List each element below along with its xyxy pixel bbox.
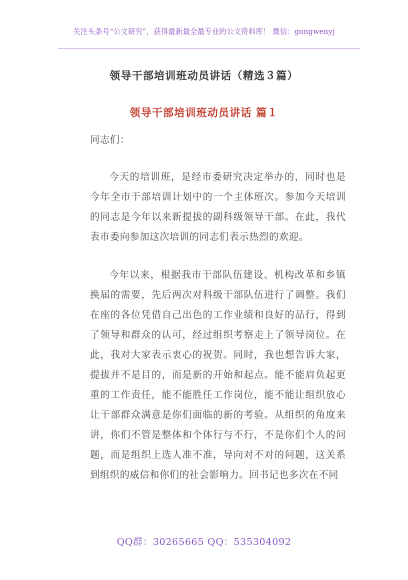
salutation: 同志们： xyxy=(90,135,130,146)
header-divider xyxy=(58,48,360,49)
document-title: 领导干部培训班动员讲话（精选３篇） xyxy=(109,70,299,82)
paragraph-2: 今年以来，根据我市干部队伍建设、机构改革和乡镇换届的需要，先后两次对科级干部队伍进行了调整。我们在座的各位凭借自己出色的工作业绩和良好的品行，得到了领导和群众的认可，经过组织考察走上了领导岗位。在此，我对大家表示衷心的祝贺。同时，我也想告诉大家，提拔并不是目的，而是新的开始和起点。能不能肩负起更重的工作责任，能不能胜任工作岗位，能不能让组织放心让干部群众满意是你们面临的新的考验。从组织的角度来讲，你们不管是整体和个体行与不行，不是你们个人的问题，而是组织上选人准不准，导向对不对的问题，这关系到组织的威信和你们的社会影响力。回书记也多次在不同 xyxy=(90,270,346,481)
footer-contact-note: QQ群：30265665 QQ：535304092 xyxy=(116,537,292,548)
section-title: 领导干部培训班动员讲话 篇１ xyxy=(129,107,279,119)
header-promo-note: 关注头条号“公文研究”，获得最新最全最专业的公文资料库！ 微信：gongwenyj xyxy=(73,27,335,36)
paragraph-1: 今天的培训班，是经市委研究决定举办的，同时也是今年全市干部培训计划中的一个主体班次。参加今天培训的同志是今年以来新提拔的副科级领导干部。在此，我代表市委向参加这次培训的同志们表示热烈的欢迎。 xyxy=(90,172,346,243)
